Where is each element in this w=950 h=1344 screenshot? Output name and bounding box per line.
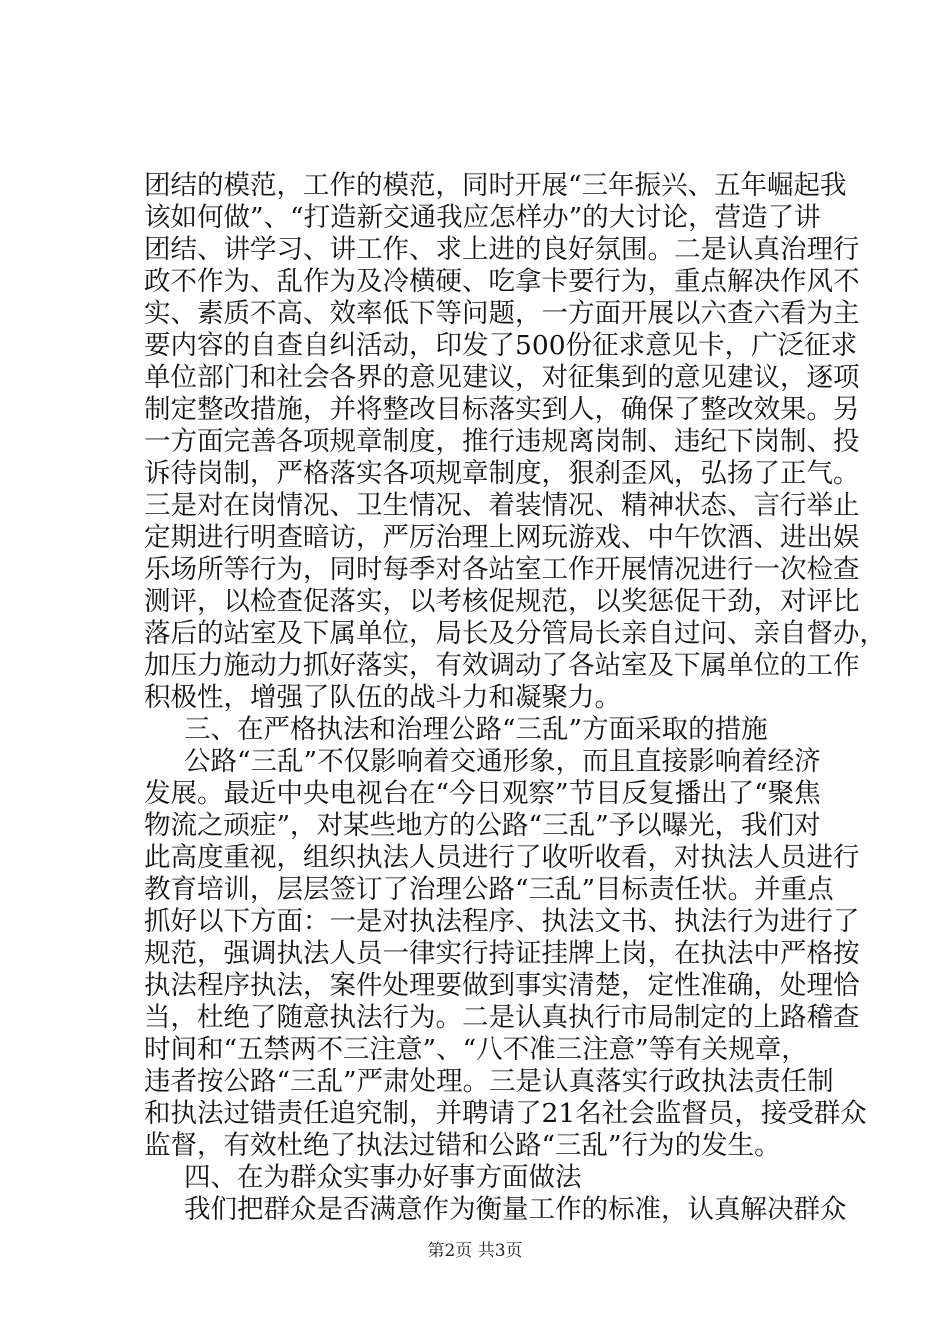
page-number-footer: 第2页 共3页 [427,1241,523,1261]
text-line: 和执法过错责任追究制，并聘请了21名社会监督员，接受群众 [144,1098,867,1129]
text-line: 团结、讲学习、讲工作、求上进的良好氛围。二是认真治理行 [144,234,860,265]
text-line: 单位部门和社会各界的意见建议，对征集到的意见建议，逐项 [144,362,860,393]
text-line: 落后的站室及下属单位，局长及分管局长亲自过问、亲自督办， [144,618,886,649]
text-line: 执法程序执法，案件处理要做到事实清楚，定性准确，处理恰 [144,970,860,1001]
text-line: 一方面完善各项规章制度，推行违规离岗制、违纪下岗制、投 [144,426,860,457]
text-line: 物流之顽症”，对某些地方的公路“三乱”予以曝光，我们对 [144,810,821,841]
text-line: 公路“三乱”不仅影响着交通形象，而且直接影响着经济 [184,746,821,777]
text-line: 违者按公路“三乱”严肃处理。三是认真落实行政执法责任制 [144,1066,834,1097]
text-line: 乐场所等行为，同时每季对各站室工作开展情况进行一次检查 [144,554,860,585]
text-line: 测评，以检查促落实，以考核促规范，以奖惩促干劲，对评比 [144,586,860,617]
text-line: 团结的模范，工作的模范，同时开展“三年振兴、五年崛起我 [144,170,847,201]
text-line: 定期进行明查暗访，严厉治理上网玩游戏、中午饮酒、进出娱 [144,522,860,553]
text-line: 要内容的自查自纠活动，印发了500份征求意见卡，广泛征求 [144,330,858,361]
text-line: 我们把群众是否满意作为衡量工作的标准，认真解决群众 [184,1194,847,1225]
text-line: 当，杜绝了随意执法行为。二是认真执行市局制定的上路稽查 [144,1002,860,1033]
text-line: 加压力施动力抓好落实，有效调动了各站室及下属单位的工作 [144,650,860,681]
text-line: 抓好以下方面：一是对执法程序、执法文书、执法行为进行了 [144,906,860,937]
text-line: 积极性，增强了队伍的战斗力和凝聚力。 [144,682,621,713]
text-line: 实、素质不高、效率低下等问题，一方面开展以六查六看为主 [144,298,860,329]
text-line: 制定整改措施，并将整改目标落实到人，确保了整改效果。另 [144,394,860,425]
text-line: 规范，强调执法人员一律实行持证挂牌上岗，在执法中严格按 [144,938,860,969]
text-line: 时间和“五禁两不三注意”、“八不准三注意”等有关规章， [144,1034,808,1065]
text-line: 该如何做”、“打造新交通我应怎样办”的大讨论，营造了讲 [144,202,821,233]
section-heading: 四、在为群众实事办好事方面做法 [184,1162,582,1193]
text-line: 发展。最近中央电视台在“今日观察”节目反复播出了“聚焦 [144,778,821,809]
text-line: 诉待岗制，严格落实各项规章制度，狠刹歪风，弘扬了正气。 [144,458,860,489]
text-line: 三是对在岗情况、卫生情况、着装情况、精神状态、言行举止 [144,490,860,521]
text-line: 此高度重视，组织执法人员进行了收听收看，对执法人员进行 [144,842,860,873]
text-line: 监督，有效杜绝了执法过错和公路“三乱”行为的发生。 [144,1130,781,1161]
text-line: 教育培训，层层签订了治理公路“三乱”目标责任状。并重点 [144,874,834,905]
document-body [144,170,886,1226]
section-heading: 三、在严格执法和治理公路“三乱”方面采取的措施 [184,714,768,745]
text-line: 政不作为、乱作为及冷横硬、吃拿卡要行为，重点解决作风不 [144,266,860,297]
